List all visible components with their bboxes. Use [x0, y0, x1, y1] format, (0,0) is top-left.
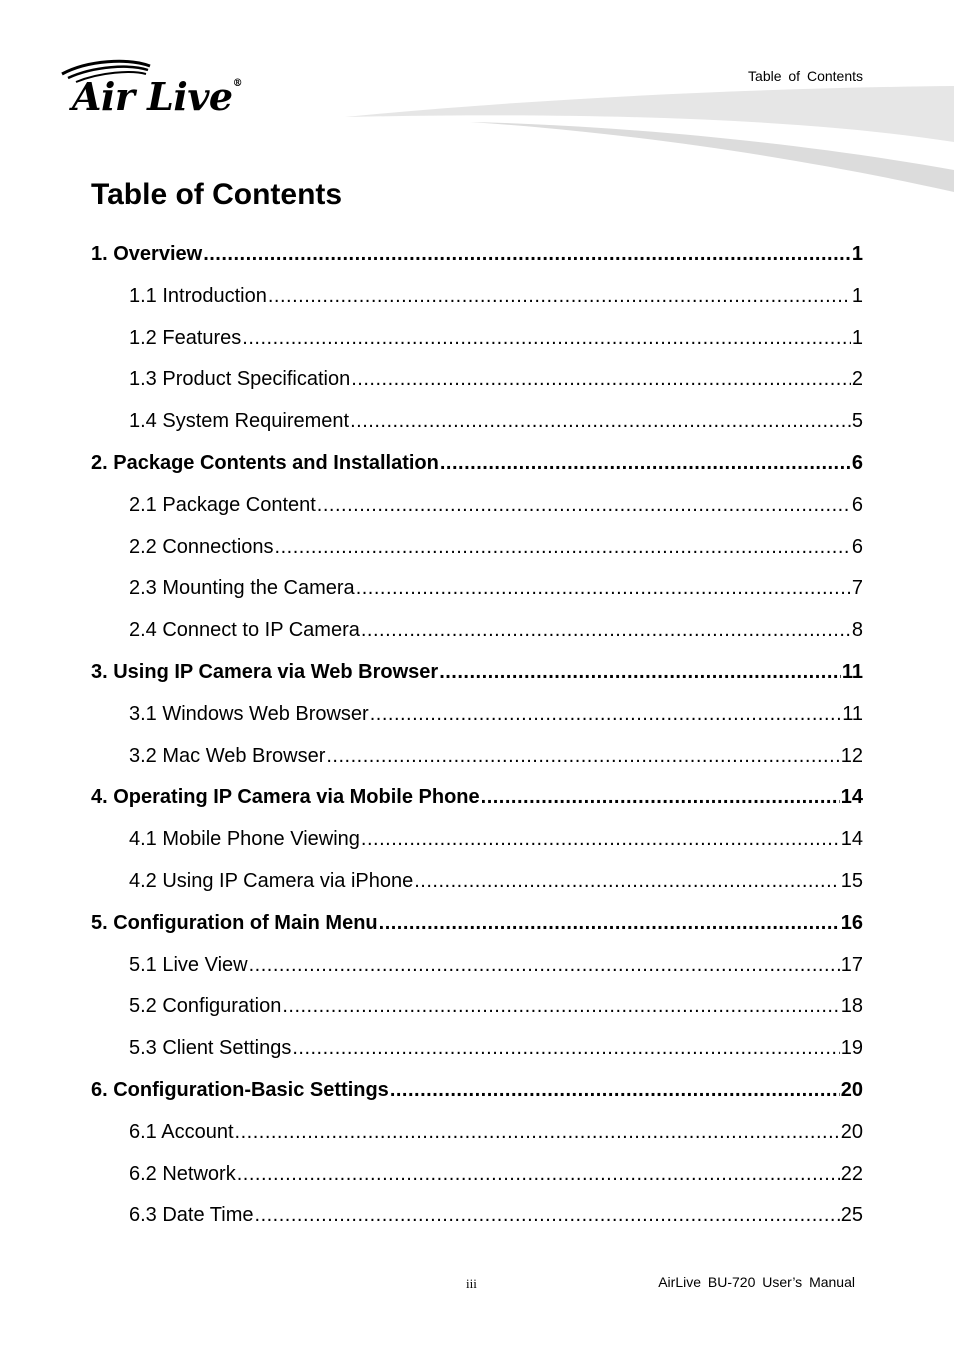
toc-entry-page: 6: [851, 535, 863, 558]
toc-dot-leader: [237, 1154, 840, 1196]
toc-entry-page: 1: [851, 243, 863, 265]
toc-dot-leader: [361, 610, 851, 652]
toc-section-entry[interactable]: [91, 1112, 863, 1154]
toc-dot-leader: [249, 945, 840, 987]
toc-dot-leader: [361, 819, 840, 861]
toc-dot-leader: [317, 485, 851, 527]
toc-entry-page: 17: [840, 953, 863, 976]
toc-dot-leader: [439, 652, 841, 694]
toc-entry-label: 5.1 Live View: [129, 953, 248, 976]
logo-wordmark: [72, 74, 242, 119]
swoosh-band-lower: [470, 122, 954, 192]
toc-entry-label: 1.2 Features: [129, 326, 242, 349]
toc-entry-label: 2.4 Connect to IP Camera: [129, 619, 360, 642]
toc-entry-page: 2: [851, 368, 863, 391]
toc-section-entry[interactable]: [91, 1195, 863, 1237]
toc-entry-label: 6.2 Network: [129, 1162, 236, 1185]
toc-entry-page: 5: [851, 410, 863, 433]
toc-dot-leader: [440, 443, 851, 485]
toc-entry-label: 5. Configuration of Main Menu: [91, 911, 378, 934]
toc-entry-label: 4. Operating IP Camera via Mobile Phone: [91, 786, 480, 809]
toc-entry-label: 3.2 Mac Web Browser: [129, 744, 326, 767]
toc-entry-page: 1: [851, 284, 863, 307]
toc-entry-page: 6: [851, 451, 863, 474]
toc-dot-leader: [326, 736, 839, 778]
running-footer: AirLive BU-720 User’s Manual: [658, 1274, 855, 1290]
toc-entry-page: 14: [840, 786, 863, 809]
toc-section-entry[interactable]: [91, 1028, 863, 1070]
toc-dot-leader: [390, 1070, 840, 1112]
toc-section-entry[interactable]: [91, 359, 863, 401]
toc-entry-label: 4.1 Mobile Phone Viewing: [129, 828, 360, 851]
toc-entry-label: 1.1 Introduction: [129, 284, 267, 307]
toc-chapter-entry[interactable]: [91, 903, 863, 945]
toc-entry-label: 5.2 Configuration: [129, 995, 282, 1018]
toc-entry-label: 1.4 System Requirement: [129, 410, 350, 433]
airlive-logo: [58, 56, 288, 126]
toc-section-entry[interactable]: [91, 485, 863, 527]
toc-section-entry[interactable]: [91, 736, 863, 778]
toc-entry-page: 20: [840, 1120, 863, 1143]
toc-entry-label: 2.2 Connections: [129, 535, 274, 558]
toc-section-entry[interactable]: [91, 401, 863, 443]
toc-dot-leader: [481, 777, 840, 819]
toc-entry-page: 6: [851, 493, 863, 516]
toc-entry-label: 5.3 Client Settings: [129, 1037, 292, 1060]
toc-entry-page: 22: [840, 1162, 863, 1185]
toc-section-entry[interactable]: [91, 819, 863, 861]
toc-entry-label: 6.1 Account: [129, 1120, 234, 1143]
toc-list: [91, 234, 863, 1237]
toc-section-entry[interactable]: [91, 945, 863, 987]
toc-entry-label: 2. Package Contents and Installation: [91, 451, 439, 474]
toc-entry-page: 19: [840, 1037, 863, 1060]
toc-section-entry[interactable]: [91, 527, 863, 569]
toc-entry-label: 2.3 Mounting the Camera: [129, 577, 355, 600]
toc-section-entry[interactable]: [91, 861, 863, 903]
toc-section-entry[interactable]: [91, 318, 863, 360]
toc-dot-leader: [356, 568, 851, 610]
toc-entry-page: 14: [840, 828, 863, 851]
toc-dot-leader: [242, 318, 851, 360]
toc-dot-leader: [351, 359, 851, 401]
toc-dot-leader: [255, 1195, 840, 1237]
toc-dot-leader: [235, 1112, 840, 1154]
toc-chapter-entry[interactable]: [91, 652, 863, 694]
toc-dot-leader: [282, 986, 839, 1028]
toc-entry-page: 18: [840, 995, 863, 1018]
toc-section-entry[interactable]: [91, 694, 863, 736]
toc-entry-page: 25: [840, 1204, 863, 1227]
toc-entry-page: 8: [851, 619, 863, 642]
toc-entry-page: 16: [840, 911, 863, 934]
logo-text: Air Live: [72, 74, 233, 119]
toc-section-entry[interactable]: [91, 276, 863, 318]
toc-entry-label: 1.3 Product Specification: [129, 368, 351, 391]
toc-entry-label: 4.2 Using IP Camera via iPhone: [129, 869, 414, 892]
toc-entry-label: 1. Overview: [91, 243, 203, 265]
toc-entry-page: 7: [851, 577, 863, 600]
registered-mark: ®: [232, 78, 243, 89]
toc-dot-leader: [350, 401, 851, 443]
toc-dot-leader: [292, 1028, 839, 1070]
toc-chapter-entry[interactable]: [91, 777, 863, 819]
toc-section-entry[interactable]: [91, 610, 863, 652]
toc-dot-leader: [275, 527, 851, 569]
toc-entry-page: 20: [840, 1078, 863, 1101]
toc-entry-page: 12: [840, 744, 863, 767]
toc-entry-page: 11: [842, 702, 863, 725]
toc-entry-page: 11: [841, 660, 863, 683]
toc-dot-leader: [414, 861, 840, 903]
toc-dot-leader: [370, 694, 842, 736]
toc-dot-leader: [203, 234, 851, 276]
toc-chapter-entry[interactable]: [91, 443, 863, 485]
toc-section-entry[interactable]: [91, 986, 863, 1028]
toc-entry-label: 3.1 Windows Web Browser: [129, 702, 369, 725]
toc-entry-label: 3. Using IP Camera via Web Browser: [91, 660, 439, 683]
toc-entry-label: 6. Configuration-Basic Settings: [91, 1078, 389, 1101]
toc-entry-page: 1: [851, 326, 863, 349]
toc-chapter-entry[interactable]: [91, 1070, 863, 1112]
toc-entry-page: 15: [840, 869, 863, 892]
toc-dot-leader: [268, 276, 851, 318]
toc-dot-leader: [379, 903, 840, 945]
toc-section-entry[interactable]: [91, 1154, 863, 1196]
toc-chapter-entry[interactable]: [91, 234, 863, 276]
toc-entry-label: 2.1 Package Content: [129, 493, 316, 516]
toc-entry-label: 6.3 Date Time: [129, 1204, 254, 1227]
toc-section-entry[interactable]: [91, 568, 863, 610]
running-header: Table of Contents: [748, 68, 863, 84]
page-number: iii: [466, 1276, 477, 1291]
page-title: Table of Contents: [91, 178, 343, 211]
